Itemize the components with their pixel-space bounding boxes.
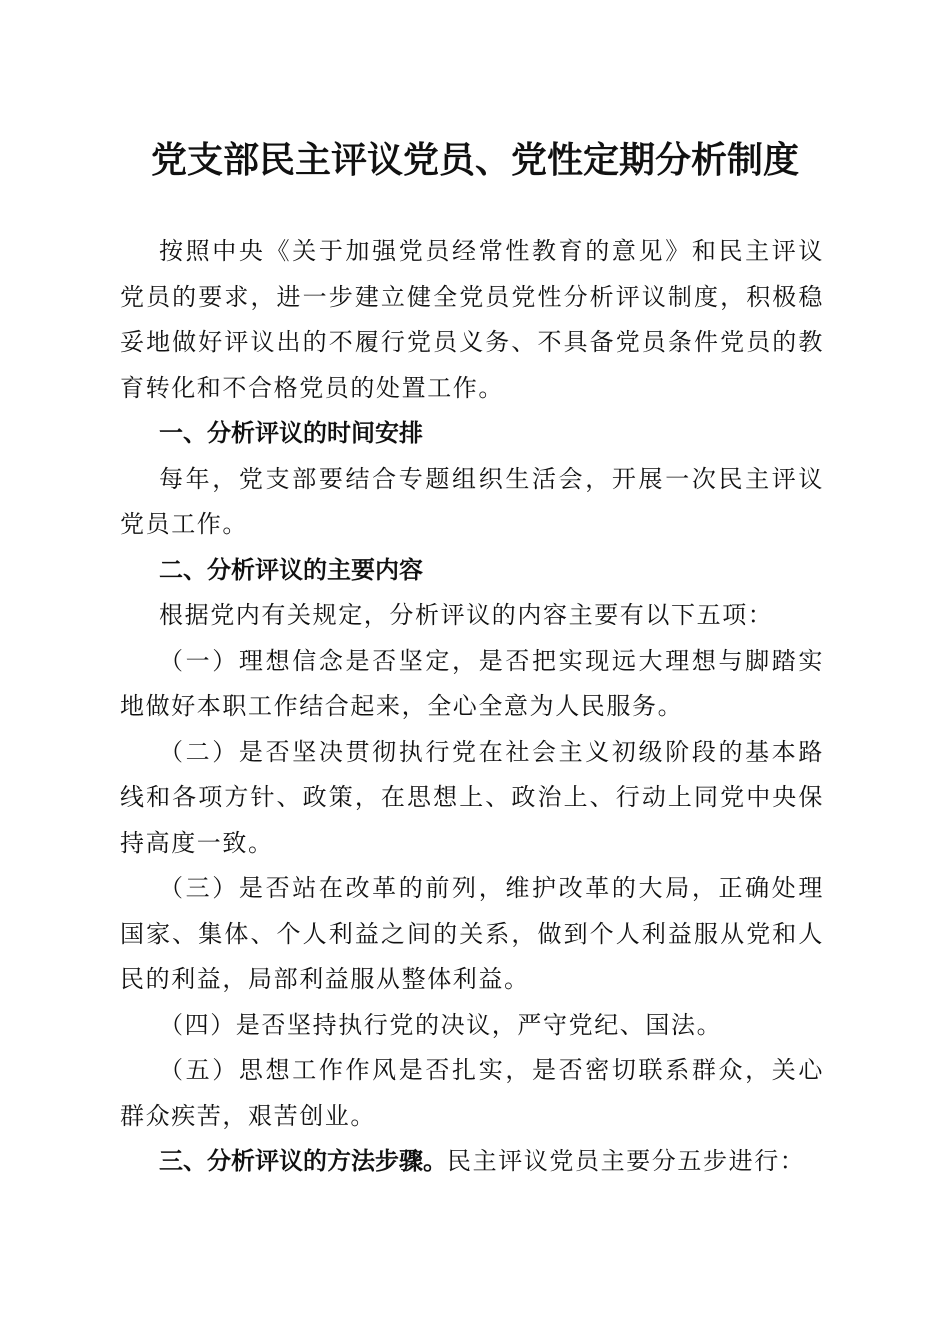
section-3-heading: 三、分析评议的方法步骤。 (159, 1147, 447, 1175)
section-1-text: 每年，党支部要结合专题组织生活会，开展一次民主评议党员工作。 (120, 464, 824, 538)
section-3-paragraph (120, 1139, 824, 1185)
section-2-item-5: （五）思想工作作风是否扎实，是否密切联系群众，关心群众疾苦，艰苦创业。 (120, 1056, 824, 1130)
section-2-item-1: （一）理想信念是否坚定，是否把实现远大理想与脚踏实地做好本职工作结合起来，全心全意为人民服务。 (120, 646, 824, 720)
section-2-item-2: （二）是否坚决贯彻执行党在社会主义初级阶段的基本路线和各项方针、政策，在思想上、政治上、行动上同党中央保持高度一致。 (120, 737, 824, 857)
section-3-text: 民主评议党员主要分五步进行： (447, 1147, 806, 1175)
section-2-heading: 二、分析评议的主要内容 (159, 555, 423, 584)
document-title: 党支部民主评议党员、党性定期分析制度 (150, 139, 799, 181)
section-2-item-4: （四）是否坚持执行党的决议，严守党纪、国法。 (159, 1010, 723, 1039)
document-body (120, 229, 824, 1185)
section-1-heading: 一、分析评议的时间安排 (159, 419, 423, 447)
section-2-lead: 根据党内有关规定，分析评议的内容主要有以下五项： (159, 601, 774, 629)
intro-paragraph: 按照中央《关于加强党员经常性教育的意见》和民主评议党员的要求，进一步建立健全党员党性分析评议制度，积极稳妥地做好评议出的不履行党员义务、不具备党员条件党员的教育转化和不合格党员的处置工作。 (120, 237, 824, 402)
section-2-item-3: （三）是否站在改革的前列，维护改革的大局，正确处理国家、集体、个人利益之间的关系，做到个人利益服从党和人民的利益，局部利益服从整体利益。 (120, 874, 824, 993)
